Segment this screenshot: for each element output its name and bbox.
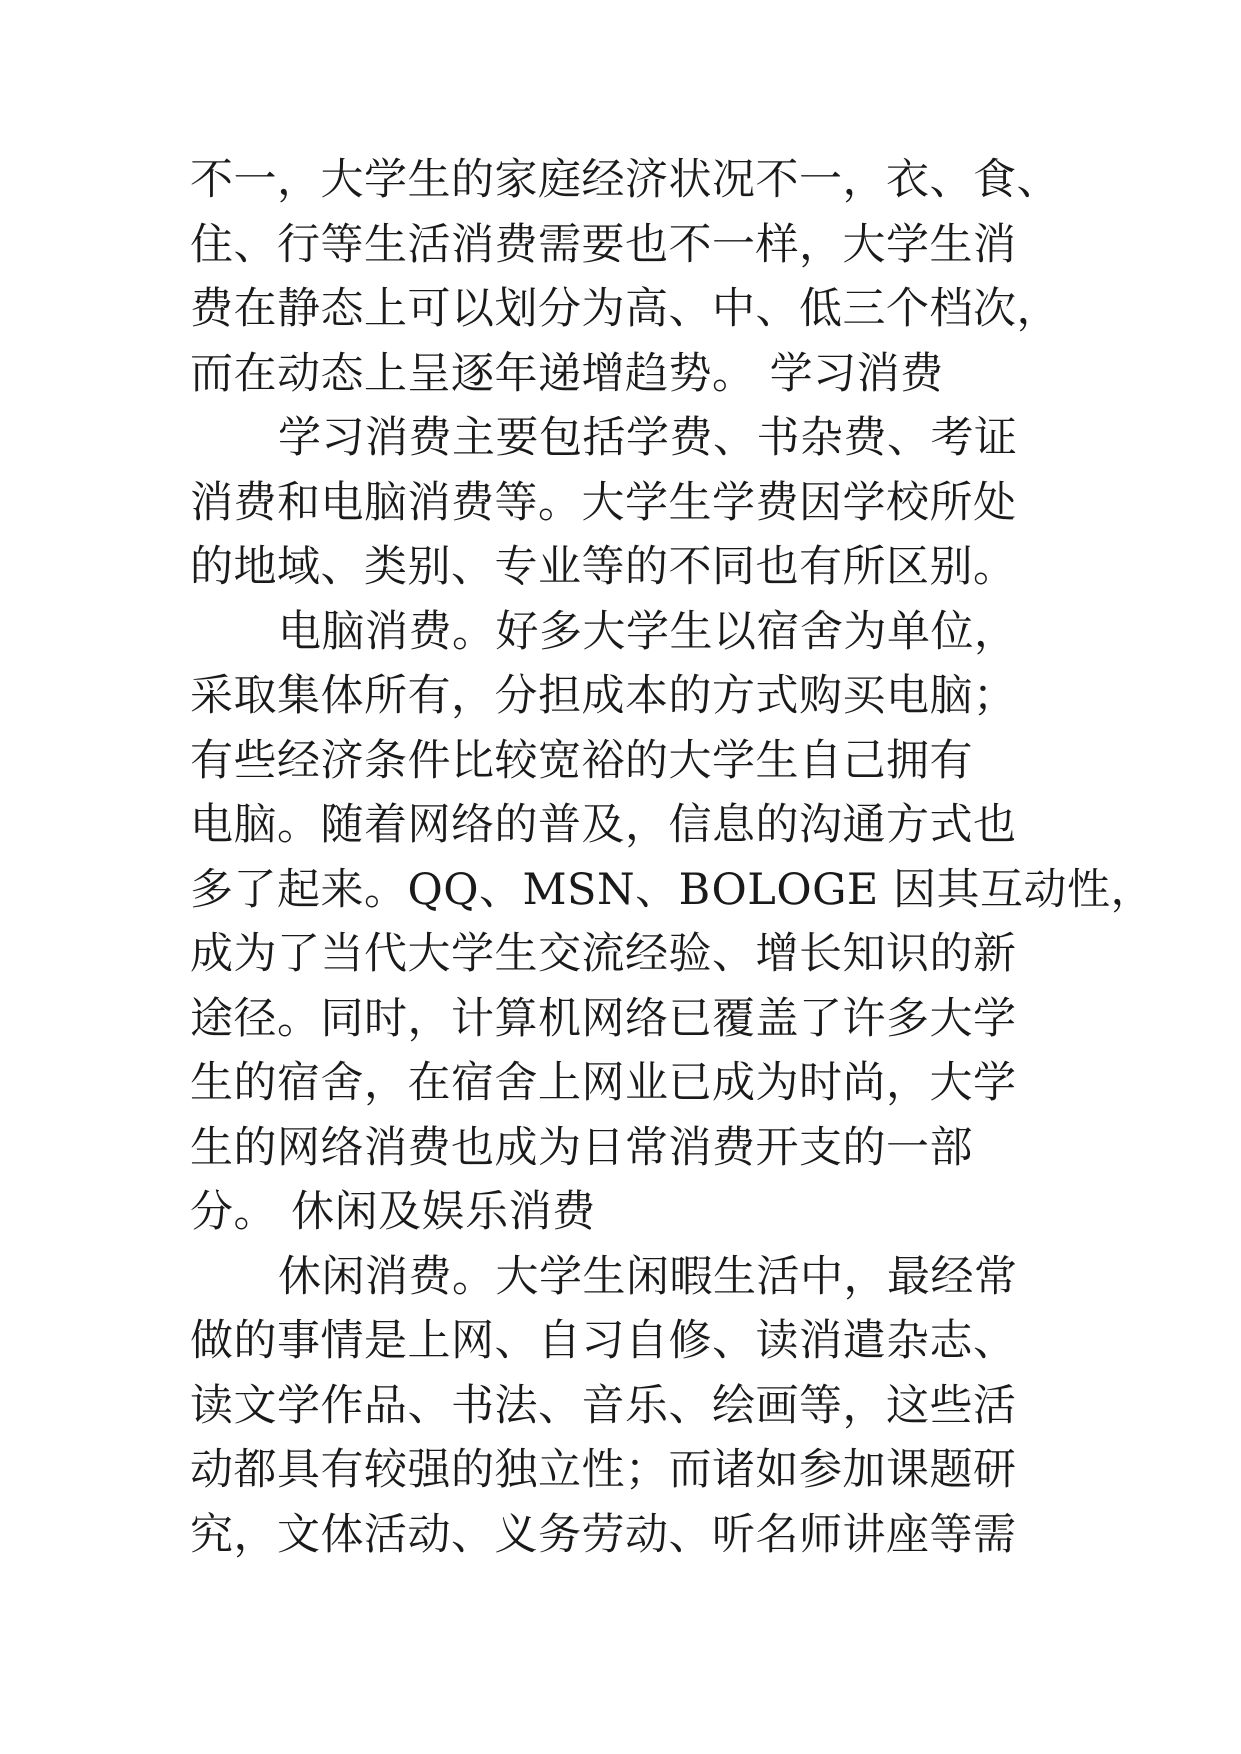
paragraph-start-line: 休闲消费。大学生闲暇生活中，最经常 xyxy=(278,1251,1018,1302)
paragraph-start-line: 电脑消费。好多大学生以宿舍为单位， xyxy=(278,606,1018,657)
text-line: 采取集体所有，分担成本的方式购买电脑； xyxy=(190,671,1017,721)
text-line: 分。 休闲及娱乐消费 xyxy=(190,1187,596,1237)
text-line: 多了起来。QQ、MSN、BOLOGE 因其互动性， xyxy=(190,864,1154,915)
text-line: 住、行等生活消费需要也不一样，大学生消 xyxy=(190,219,1017,270)
text-line: 的地域、类别、专业等的不同也有所区别。 xyxy=(190,542,1017,592)
text-line: 消费和电脑消费等。大学生学费因学校所处 xyxy=(190,477,1017,528)
text-line: 而在动态上呈逐年递增趋势。 学习消费 xyxy=(190,348,944,399)
text-line: 途径。同时，计算机网络已覆盖了许多大学 xyxy=(190,993,1017,1044)
text-line: 费在静态上可以划分为高、中、低三个档次， xyxy=(190,284,1060,334)
text-line: 电脑。随着网络的普及，信息的沟通方式也 xyxy=(190,800,1017,850)
text-line: 究，文体活动、义务劳动、听名师讲座等需 xyxy=(190,1509,1017,1560)
text-line: 生的网络消费也成为日常消费开支的一部 xyxy=(190,1122,973,1173)
text-line: 不一，大学生的家庭经济状况不一，衣、食、 xyxy=(190,155,1060,205)
text-line: 成为了当代大学生交流经验、增长知识的新 xyxy=(190,929,1017,979)
text-line: 有些经济条件比较宽裕的大学生自己拥有 xyxy=(190,735,973,786)
text-line: 动都具有较强的独立性；而诸如参加课题研 xyxy=(190,1445,1017,1495)
text-line: 读文学作品、书法、音乐、绘画等，这些活 xyxy=(190,1380,1017,1431)
paragraph-start-line: 学习消费主要包括学费、书杂费、考证 xyxy=(278,413,1018,463)
text-line: 做的事情是上网、自习自修、读消遣杂志、 xyxy=(190,1316,1017,1366)
body-text xyxy=(190,148,1190,1567)
text-line: 生的宿舍，在宿舍上网业已成为时尚，大学 xyxy=(190,1058,1017,1108)
